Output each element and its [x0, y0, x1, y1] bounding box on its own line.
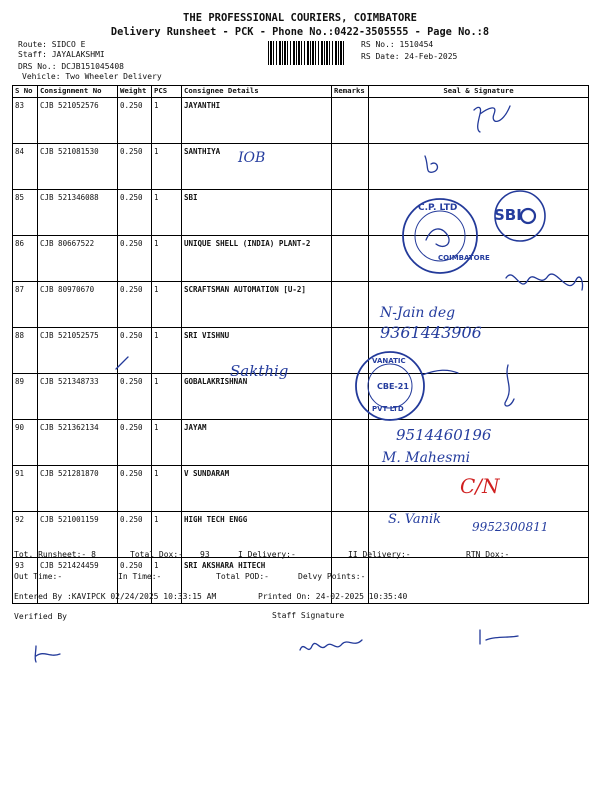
cell-consignment: CJB 521348733 [38, 374, 118, 420]
signature-row-87 [498, 258, 588, 304]
cell-consignment: CJB 521362134 [38, 420, 118, 466]
stamp-sbi-text: SBI [494, 206, 522, 224]
stamp-cp-ltd-text: C.P. LTD [418, 203, 458, 213]
cell-consignment: CJB 80970670 [38, 282, 118, 328]
cell-weight: 0.250 [118, 466, 152, 512]
col-remarks: Remarks [332, 86, 369, 98]
cell-pcs: 1 [152, 420, 182, 466]
col-seal: Seal & Signature [369, 86, 589, 98]
company-title: THE PROFESSIONAL COURIERS, COIMBATORE [183, 12, 417, 24]
cell-sno: 85 [13, 190, 38, 236]
in-time: In Time:- [118, 572, 162, 581]
cell-weight: 0.250 [118, 512, 152, 558]
cell-consignment: CJB 521001159 [38, 512, 118, 558]
signature-row-89-90 [418, 355, 538, 415]
drs-number: DRS No.: DCJB151045408 [18, 62, 124, 71]
stamp-pvt-ltd-text: PVT LTD [372, 405, 404, 413]
cell-consignee: SRI VISHNU [182, 328, 332, 374]
cell-consignment: CJB 521052575 [38, 328, 118, 374]
staff-signature-label: Staff Signature [272, 611, 345, 620]
cell-pcs: 1 [152, 512, 182, 558]
cell-remarks [332, 144, 369, 190]
col-pcs: PCS [152, 86, 182, 98]
cell-weight: 0.250 [118, 420, 152, 466]
delvy-points: Delvy Points:- [298, 572, 366, 581]
tick-mark [112, 355, 132, 375]
cell-sno: 84 [13, 144, 38, 190]
cell-weight: 0.250 [118, 98, 152, 144]
cell-pcs: 1 [152, 236, 182, 282]
total-pod: Total POD:- [216, 572, 269, 581]
cell-pcs: 1 [152, 374, 182, 420]
stamp-cbe-text: CBE-21 [377, 382, 409, 391]
cell-consignee: SBI [182, 190, 332, 236]
cell-consignee: JAYAM [182, 420, 332, 466]
cell-remarks [332, 282, 369, 328]
route-label: Route: SIDCO E [18, 40, 86, 49]
cell-consignment: CJB 80667522 [38, 236, 118, 282]
cell-sno: 83 [13, 98, 38, 144]
cell-sno: 89 [13, 374, 38, 420]
signature-row-84 [415, 150, 460, 180]
cell-consignee: GOBALAKRISHNAN [182, 374, 332, 420]
cell-remarks [332, 98, 369, 144]
staff-label: Staff: JAYALAKSHMI [18, 50, 105, 59]
handwriting-n-jain: N-Jain deg [380, 305, 456, 321]
verified-by-label: Verified By [14, 612, 67, 621]
handwriting-sakthi: Sakthig [230, 362, 289, 380]
col-weight: Weight [118, 86, 152, 98]
cell-consignment: CJB 521052576 [38, 98, 118, 144]
cell-remarks [332, 190, 369, 236]
cell-weight: 0.250 [118, 374, 152, 420]
cell-sno: 86 [13, 236, 38, 282]
out-time: Out Time:- [14, 572, 63, 581]
cell-consignee: SCRAFTSMAN AUTOMATION [U-2] [182, 282, 332, 328]
cell-consignment: CJB 521346088 [38, 190, 118, 236]
handwriting-phone-1: 9361443906 [380, 323, 482, 342]
cell-sno: 87 [13, 282, 38, 328]
printed-on: Printed On: 24-02-2025 10:35:40 [258, 592, 408, 601]
cell-sno: 90 [13, 420, 38, 466]
handwriting-cn: C/N [460, 474, 500, 498]
cell-consignee: V SUNDARAM [182, 466, 332, 512]
rs-number: RS No.: 1510454 [361, 40, 434, 49]
verifier-signature [30, 642, 70, 666]
cell-consignment: CJB 521281870 [38, 466, 118, 512]
cell-pcs: 1 [152, 466, 182, 512]
handwriting-phone-2: 9514460196 [396, 426, 492, 444]
cell-consignment: CJB 521081530 [38, 144, 118, 190]
tot-runsheet: Tot. Runsheet:- 8 [14, 550, 96, 559]
cell-pcs: 1 [152, 282, 182, 328]
cell-remarks [332, 236, 369, 282]
rtn-dox: RTN Dox:- [466, 550, 510, 559]
cell-weight: 0.250 [118, 190, 152, 236]
cell-consignment: CJB 521424459 [38, 558, 118, 604]
cell-sno: 88 [13, 328, 38, 374]
handwriting-s-vanik: S. Vanik [388, 512, 442, 527]
i-delivery: I Delivery:- [238, 550, 296, 559]
entered-by: Entered By :KAVIPCK 02/24/2025 10:33:15 AM [14, 592, 217, 601]
cell-consignee: JAYANTHI [182, 98, 332, 144]
cell-weight: 0.250 [118, 558, 152, 604]
cell-weight: 0.250 [118, 144, 152, 190]
cell-sno: 91 [13, 466, 38, 512]
signature-row-83 [460, 96, 520, 141]
handwriting-phone-3: 9952300811 [472, 520, 549, 534]
cell-pcs: 1 [152, 558, 182, 604]
stamp-vanatic-text: VANATIC [372, 357, 406, 365]
table-row [13, 420, 589, 466]
col-sno: S No [13, 86, 38, 98]
total-dox-value: 93 [200, 550, 210, 559]
rs-date: RS Date: 24-Feb-2025 [361, 52, 458, 61]
cell-weight: 0.250 [118, 282, 152, 328]
cell-seal-signature [369, 144, 589, 190]
vehicle-label: Vehicle: Two Wheeler Delivery [22, 72, 162, 81]
cell-sno: 92 [13, 512, 38, 558]
total-dox-label: Total Dox:- [130, 550, 183, 559]
col-consignment: Consignment No [38, 86, 118, 98]
cell-pcs: 1 [152, 98, 182, 144]
stamp-coimbatore-text: COIMBATORE [438, 254, 490, 262]
col-consignee: Consignee Details [182, 86, 332, 98]
handwriting-m-mahesh: M. Mahesmi [382, 450, 471, 466]
table-row [13, 144, 589, 190]
cell-pcs: 1 [152, 144, 182, 190]
cell-consignee: SRI AKSHARA HITECH [182, 558, 332, 604]
runsheet-subtitle: Delivery Runsheet - PCK - Phone No.:0422-3505555 - Page No.:8 [110, 26, 490, 38]
cell-remarks [332, 466, 369, 512]
cell-consignee: HIGH TECH ENGG [182, 512, 332, 558]
staff-signature [296, 632, 366, 662]
ii-delivery: II Delivery:- [348, 550, 411, 559]
table-row [13, 466, 589, 512]
cell-sno: 93 [13, 558, 38, 604]
cell-consignee: UNIQUE SHELL (INDIA) PLANT-2 [182, 236, 332, 282]
extra-signature [474, 628, 524, 648]
cell-pcs: 1 [152, 190, 182, 236]
handwriting-iob: IOB [238, 150, 266, 166]
cell-weight: 0.250 [118, 236, 152, 282]
cell-consignee: SANTHIYA [182, 144, 332, 190]
cell-weight: 0.250 [118, 328, 152, 374]
barcode [268, 41, 346, 65]
cell-pcs: 1 [152, 328, 182, 374]
